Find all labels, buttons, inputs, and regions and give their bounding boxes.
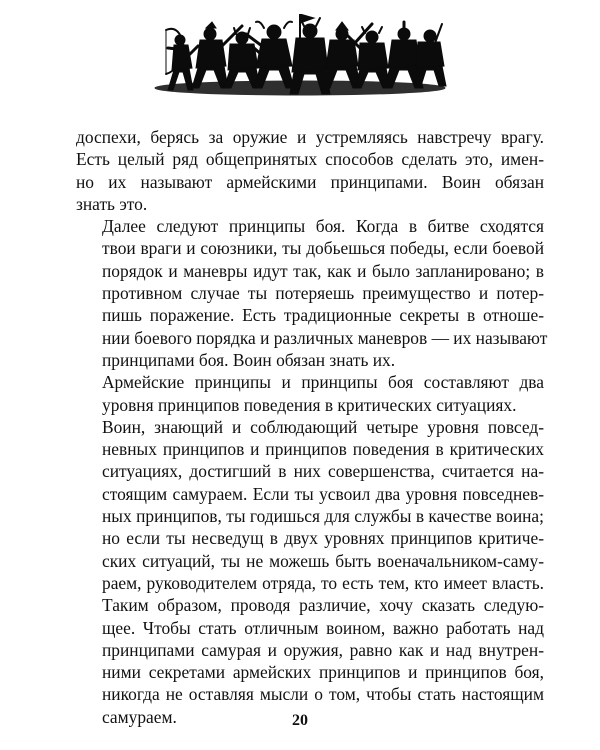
text-line: нии боевого порядка и различных маневров — их называют <box>102 327 548 348</box>
text-line: ных принципов, ты годишься для службы в качестве воина; <box>102 506 544 527</box>
text-line: никогда не оставляя мысли о том, чтобы стать настоящим <box>102 684 544 705</box>
paragraph-4 <box>76 416 544 728</box>
text-line: доспехи, берясь за оружие и устремляясь навстречу врагу. <box>76 127 544 147</box>
page-number: 20 <box>292 712 308 729</box>
text-line: порядок и маневры идут так, как и было запланировано; в <box>102 260 544 281</box>
text-line: Воин, знающий и соблюдающий четыре уровня повсед- <box>102 416 544 437</box>
samurai-banner-illustration <box>150 14 450 102</box>
text-line: щее. Чтобы стать отличным воином, важно работать над <box>102 617 544 638</box>
text-line: противном случае ты потеряешь преимущество и потер- <box>102 283 544 304</box>
text-line: ними секретами армейских принципов и принципов боя, <box>102 662 544 683</box>
text-line: но их называют армейскими принципами. Воин обязан <box>76 171 544 192</box>
body-text <box>76 126 548 728</box>
text-line: уровня принципов поведения в критических ситуациях. <box>102 394 517 415</box>
text-line: но если ты несведущ в двух уровнях принципов критиче- <box>102 528 544 549</box>
text-line: Есть целый ряд общепринятых способов сделать это, имен- <box>76 149 544 170</box>
text-line: невных принципов и принципов поведения в критических <box>102 439 544 460</box>
text-line: Таким образом, проводя различие, хочу сказать следую- <box>102 595 544 616</box>
text-line: стоящим самураем. Если ты усвоил два уровня повседнев- <box>102 483 544 504</box>
text-line: Далее следуют принципы боя. Когда в битве сходятся <box>102 216 544 237</box>
text-line: самураем. <box>102 706 177 727</box>
text-line: Армейские принципы и принципы боя составляют два <box>102 372 544 393</box>
text-line: твои враги и союзники, ты добьешься победы, если боевой <box>102 238 544 259</box>
paragraph-3 <box>76 371 544 416</box>
text-line: принципами самурая и оружия, равно как и над внутрен- <box>102 639 544 660</box>
paragraph-1 <box>76 126 544 215</box>
text-line: пишь поражение. Есть традиционные секреты в отноше- <box>102 305 544 326</box>
text-line: раем, руководителем отряда, то есть тем, кто имеет власть. <box>102 572 544 593</box>
text-line: ских ситуаций, ты не можешь быть военачальником-саму- <box>102 550 544 571</box>
text-line: принципами боя. Воин обязан знать их. <box>102 349 396 370</box>
paragraph-2 <box>76 215 548 371</box>
text-line: знать это. <box>76 193 148 214</box>
text-line: ситуациях, достигший в них совершенства, считается на- <box>102 461 544 482</box>
